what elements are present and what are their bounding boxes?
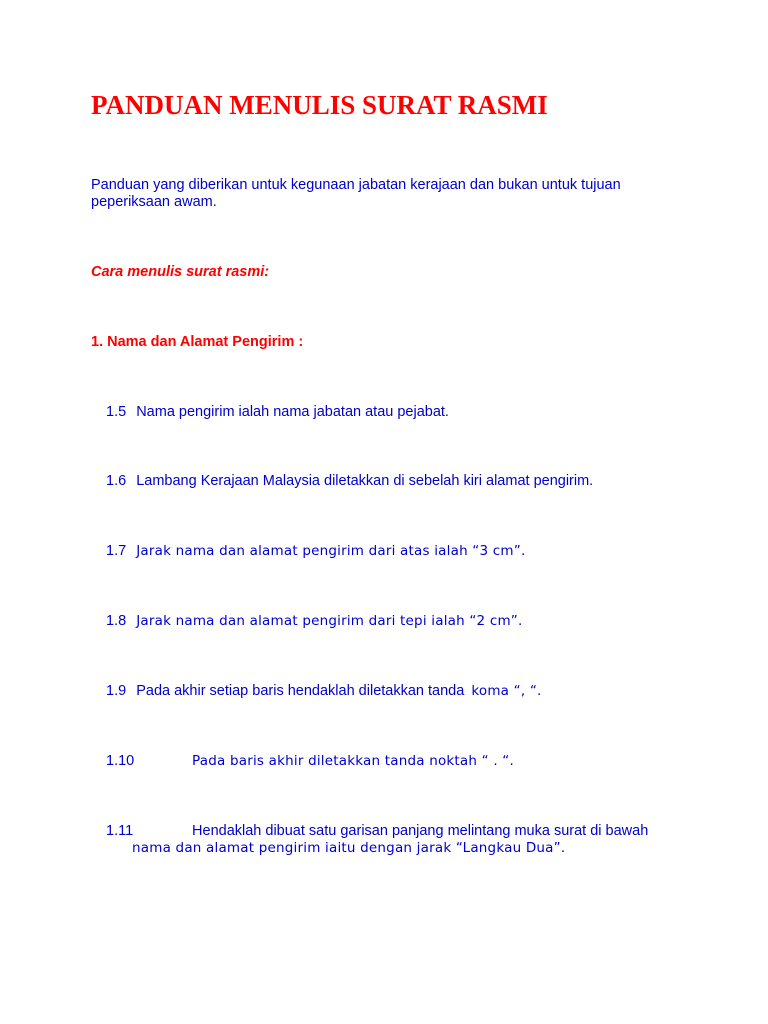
- list-item-1-9: [106, 683, 542, 699]
- item-text: Nama pengirim ialah nama jabatan atau pejabat.: [136, 404, 449, 420]
- item-number: 1.10: [106, 753, 135, 769]
- item-number: 1.11: [106, 823, 134, 839]
- item-text: Hendaklah dibuat satu garisan panjang melintang muka surat di bawah: [192, 823, 649, 839]
- section-heading: 1. Nama dan Alamat Pengirim :: [91, 334, 304, 350]
- item-text-tail: koma “, “.: [471, 683, 542, 699]
- item-number: 1.6: [106, 473, 127, 489]
- list-item-1-10: [106, 753, 514, 769]
- list-item-1-8: [106, 613, 523, 629]
- item-text: Pada akhir setiap baris hendaklah diletakkan tanda: [136, 683, 465, 699]
- list-item-1-6: [106, 473, 593, 489]
- intro-paragraph: Panduan yang diberikan untuk kegunaan jabatan kerajaan dan bukan untuk tujuan peperiksaan awam.: [91, 177, 621, 210]
- list-item-1-11: [106, 823, 648, 839]
- item-number: 1.9: [106, 683, 127, 699]
- item-number: 1.5: [106, 404, 127, 420]
- list-item-1-7: [106, 543, 525, 559]
- subheading: Cara menulis surat rasmi:: [91, 264, 270, 280]
- item-text: Pada baris akhir diletakkan tanda noktah “ . “.: [192, 753, 514, 769]
- document-title: PANDUAN MENULIS SURAT RASMI: [91, 90, 548, 120]
- item-text: Lambang Kerajaan Malaysia diletakkan di sebelah kiri alamat pengirim.: [136, 473, 594, 489]
- list-item-1-11-continuation: nama dan alamat pengirim iaitu dengan jarak “Langkau Dua”.: [132, 840, 566, 856]
- list-item-1-5: [106, 404, 449, 420]
- item-text: Jarak nama dan alamat pengirim dari atas ialah “3 cm”.: [136, 543, 526, 559]
- item-number: 1.8: [106, 613, 127, 629]
- item-number: 1.7: [106, 543, 127, 559]
- item-text: Jarak nama dan alamat pengirim dari tepi ialah “2 cm”.: [136, 613, 523, 629]
